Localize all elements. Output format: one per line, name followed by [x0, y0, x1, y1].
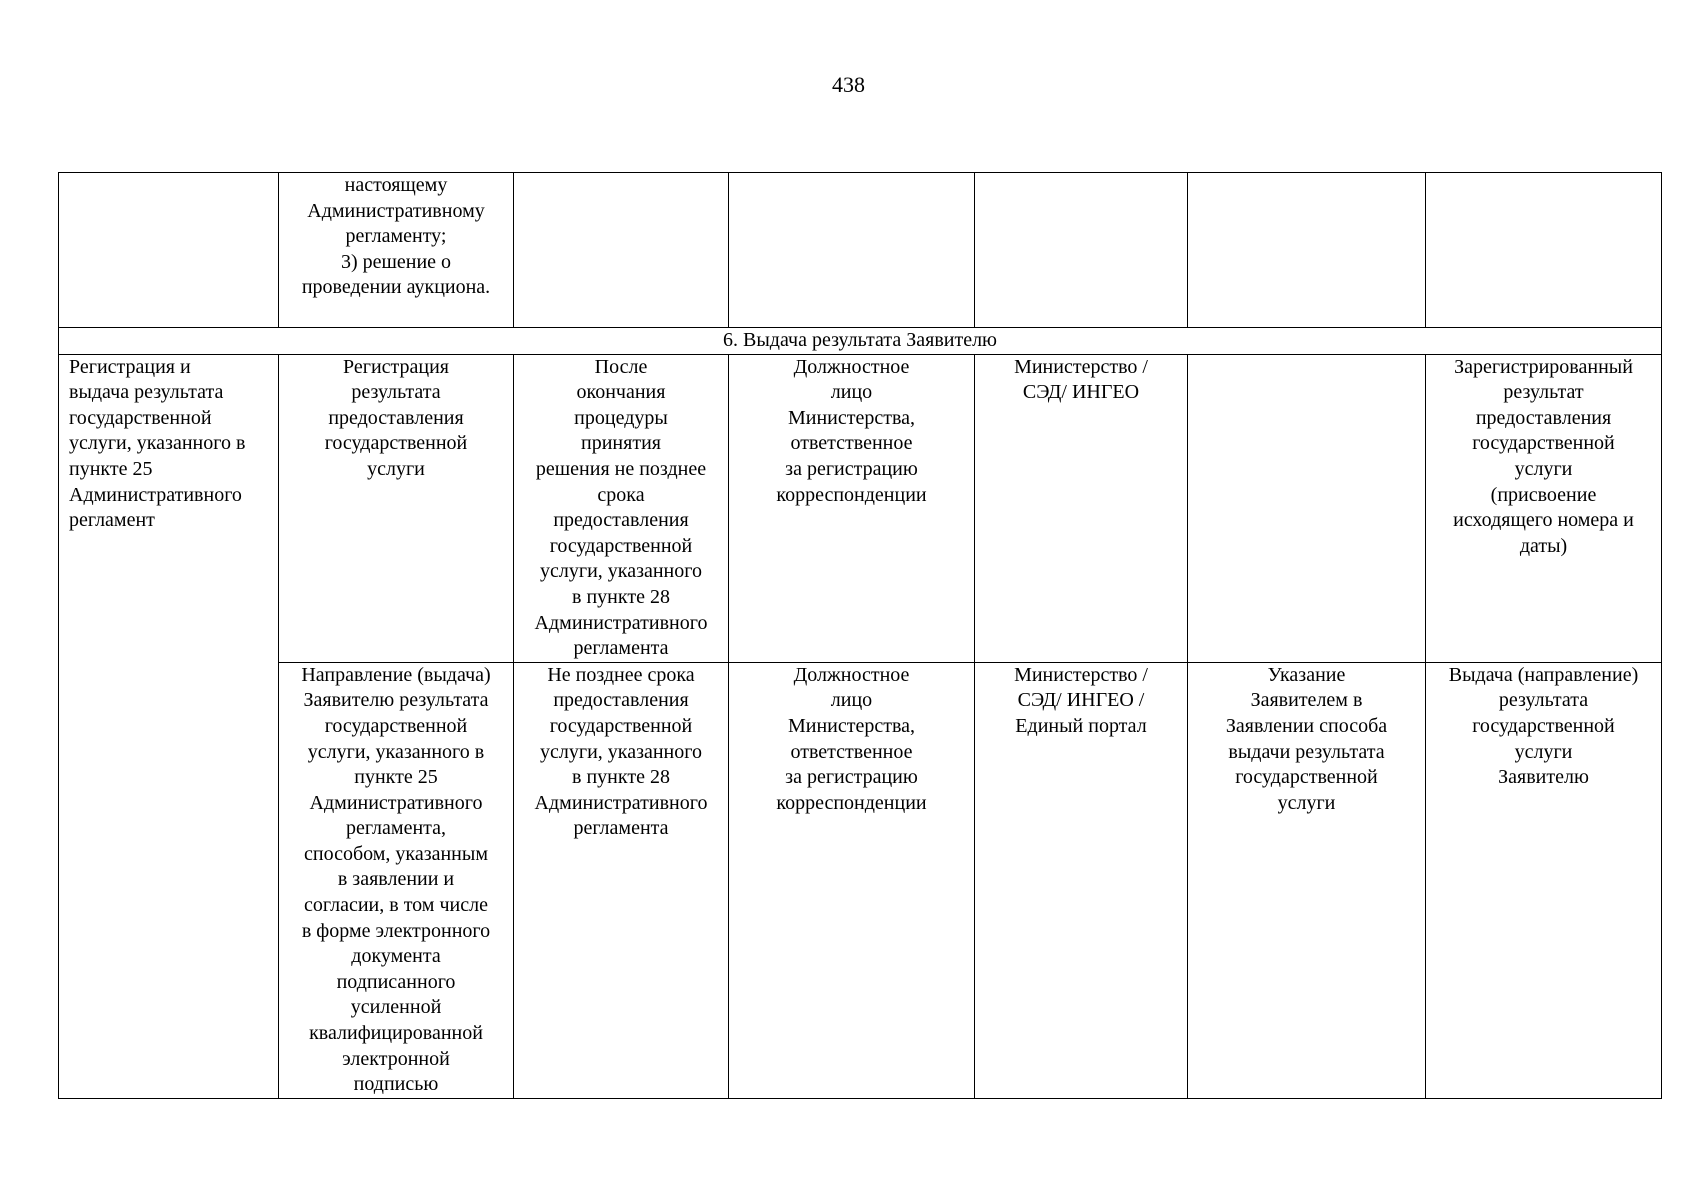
cell-responsible: Должностное лицо Министерства, ответственное за регистрацию корреспонденции	[729, 662, 975, 1098]
cell-place: Министерство / СЭД/ ИНГЕО	[975, 354, 1188, 662]
cell-place	[975, 173, 1188, 328]
cell-result	[1426, 173, 1662, 328]
cell-deadline	[514, 173, 729, 328]
cell-action: Регистрация и выдача результата государственной услуги, указанного в пункте 25 Административного регламент	[59, 354, 279, 1098]
cell-criteria	[1188, 173, 1426, 328]
table-row-registration	[59, 354, 1662, 662]
section-heading-row	[59, 328, 1662, 355]
table-row-continued	[59, 173, 1662, 328]
cell-place: Министерство / СЭД/ ИНГЕО / Единый портал	[975, 662, 1188, 1098]
cell-action	[59, 173, 279, 328]
cell-deadline: После окончания процедуры принятия решения не позднее срока предоставления государственной услуги, указанного в пункте 28 Административного регламента	[514, 354, 729, 662]
section-heading: 6. Выдача результата Заявителю	[59, 328, 1662, 355]
cell-content: Регистрация результата предоставления государственной услуги	[279, 354, 514, 662]
cell-responsible: Должностное лицо Министерства, ответственное за регистрацию корреспонденции	[729, 354, 975, 662]
cell-deadline: Не позднее срока предоставления государственной услуги, указанного в пункте 28 Административного регламента	[514, 662, 729, 1098]
procedure-table	[58, 172, 1662, 1099]
cell-content: настоящему Административному регламенту; 3) решение о проведении аукциона.	[279, 173, 514, 328]
cell-result: Выдача (направление) результата государственной услуги Заявителю	[1426, 662, 1662, 1098]
cell-criteria: Указание Заявителем в Заявлении способа выдачи результата государственной услуги	[1188, 662, 1426, 1098]
table-row-issue	[59, 662, 1662, 1098]
cell-criteria	[1188, 354, 1426, 662]
cell-content: Направление (выдача) Заявителю результата государственной услуги, указанного в пункте 25 Административного регламента, способом, указанным в заявлении и согласии, в том числе в форме электронного документа подписанного усиленной квалифицированной электронной подписью	[279, 662, 514, 1098]
cell-result: Зарегистрированный результат предоставления государственной услуги (присвоение исходящего номера и даты)	[1426, 354, 1662, 662]
cell-responsible	[729, 173, 975, 328]
page-number: 438	[832, 72, 865, 97]
